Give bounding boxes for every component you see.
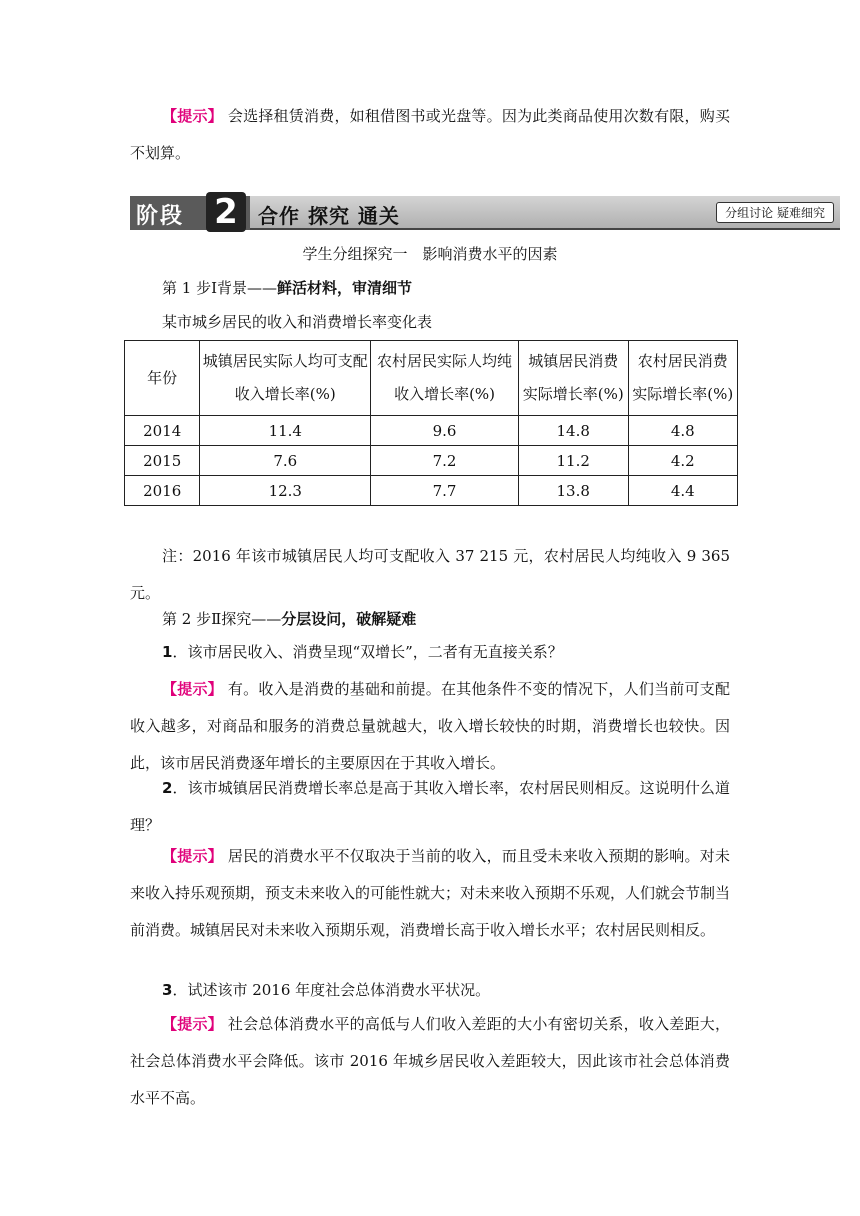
- cell: 4.2: [628, 446, 738, 476]
- question-text: ．试述该市 2016 年度社会总体消费水平状况。: [172, 981, 491, 999]
- stage-banner: [130, 192, 840, 232]
- table-note: 注：2016 年该市城镇居民人均可支配收入 37 215 元，农村居民人均纯收入 9 365 元。: [130, 547, 730, 602]
- step-2-heading: [162, 608, 416, 629]
- hint-label: 【提示】: [162, 680, 223, 698]
- cell: 14.8: [518, 416, 628, 446]
- hint-text: 居民的消费水平不仅取决于当前的收入，而且受未来收入预期的影响。对未来收入持乐观预期，预支未来收入的可能性就大；对未来收入预期不乐观，人们就会节制当前消费。城镇居民对未来收入预期乐观，消费增长高于收入增长水平；农村居民则相反。: [130, 847, 731, 939]
- header-rural-income: 农村居民实际人均纯收入增长率(%): [371, 341, 519, 416]
- answer-2: [130, 838, 730, 949]
- question-1: [130, 634, 730, 671]
- step-2-bold: 分层设问，破解疑难: [281, 610, 417, 628]
- cell: 12.3: [200, 476, 371, 506]
- step-1-heading: [162, 277, 412, 298]
- question-number: 2: [162, 779, 173, 797]
- hint-text: 会选择租赁消费，如租借图书或光盘等。因为此类商品使用次数有限，购买不划算。: [130, 107, 730, 162]
- header-rural-consumption: 农村居民消费实际增长率(%): [628, 341, 738, 416]
- cell: 2014: [125, 416, 200, 446]
- cell: 2016: [125, 476, 200, 506]
- step-1-prefix: 第 1 步Ⅰ背景——: [162, 279, 278, 297]
- answer-3: [130, 1006, 730, 1117]
- answer-1: [130, 671, 730, 782]
- cell: 11.2: [518, 446, 628, 476]
- table-row: [125, 446, 738, 476]
- hint-label: 【提示】: [162, 107, 223, 125]
- table-row: [125, 476, 738, 506]
- step-2-prefix: 第 2 步Ⅱ探究——: [162, 610, 282, 628]
- question-text: ．该市居民收入、消费呈现“双增长”，二者有无直接关系？: [172, 643, 563, 661]
- question-text: ．该市城镇居民消费增长率总是高于其收入增长率，农村居民则相反。这说明什么道理？: [130, 779, 730, 834]
- table-caption: 某市城乡居民的收入和消费增长率变化表: [162, 313, 433, 331]
- question-number: 3: [162, 981, 173, 999]
- hint-text: 社会总体消费水平的高低与人们收入差距的大小有密切关系，收入差距大，社会总体消费水平会降低。该市 2016 年城乡居民收入差距较大，因此该市社会总体消费水平不高。: [130, 1015, 730, 1107]
- stage-label: 阶段: [136, 204, 185, 229]
- cell: 2015: [125, 446, 200, 476]
- cell: 9.6: [371, 416, 519, 446]
- section-title: 学生分组探究一 影响消费水平的因素: [302, 245, 558, 263]
- stage-title: 合作 探究 通关: [258, 204, 400, 228]
- stage-number: 2: [206, 192, 246, 232]
- stage-tag: 分组讨论 疑难细究: [716, 202, 834, 223]
- header-urban-income: 城镇居民实际人均可支配收入增长率(%): [200, 341, 371, 416]
- cell: 4.8: [628, 416, 738, 446]
- cell: 7.6: [200, 446, 371, 476]
- hint-label: 【提示】: [162, 847, 223, 865]
- table-header-row: [125, 341, 738, 416]
- hint-label: 【提示】: [162, 1015, 223, 1033]
- question-2: [130, 770, 730, 844]
- data-table: [124, 340, 738, 506]
- hint-text: 有。收入是消费的基础和前提。在其他条件不变的情况下，人们当前可支配收入越多，对商品和服务的消费总量就越大，收入增长较快的时期，消费增长也较快。因此，该市居民消费逐年增长的主要原因在于其收入增长。: [130, 680, 730, 772]
- cell: 11.4: [200, 416, 371, 446]
- cell: 13.8: [518, 476, 628, 506]
- question-3: [130, 972, 730, 1009]
- header-urban-consumption: 城镇居民消费实际增长率(%): [518, 341, 628, 416]
- question-number: 1: [162, 643, 173, 661]
- header-year: 年份: [125, 341, 200, 416]
- table-row: [125, 416, 738, 446]
- cell: 7.2: [371, 446, 519, 476]
- step-1-bold: 鲜活材料，审清细节: [277, 279, 413, 297]
- cell: 7.7: [371, 476, 519, 506]
- cell: 4.4: [628, 476, 738, 506]
- intro-paragraph: [130, 98, 730, 172]
